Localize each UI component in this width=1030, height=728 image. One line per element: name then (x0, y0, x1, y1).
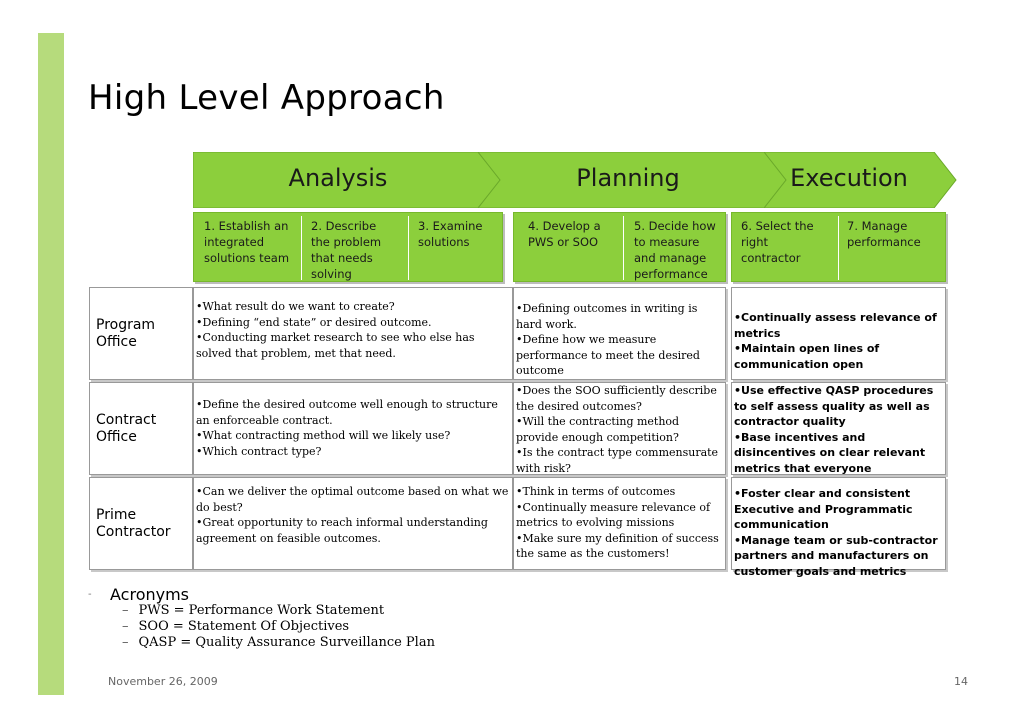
bullet: •Define the desired outcome well enough to structure an enforceable contract. (196, 398, 498, 427)
acronym-text: SOO = Statement Of Objectives (138, 619, 350, 634)
bullet: •Maintain open lines of communication open (734, 342, 880, 371)
cell-program-execution (731, 287, 946, 380)
phase-label: Execution (790, 164, 908, 192)
bullet: •Manage team or sub-contractor partners and manufacturers on customer goals and metrics (734, 533, 938, 578)
step-divider (301, 216, 302, 280)
step-divider (623, 216, 624, 280)
bullet: •Does the SOO sufficiently describe the desired outcomes? (516, 384, 717, 413)
step-divider (838, 216, 839, 280)
bullet: •Great opportunity to reach informal understanding agreement on feasible outcomes. (196, 516, 488, 545)
step-3-line: 3. Examine (418, 219, 483, 233)
step-1-line: solutions team (204, 251, 290, 265)
step-7 (847, 218, 945, 250)
bullet: •Continually measure relevance of metrics to evolving missions (516, 500, 711, 529)
row-label-line: Contractor (96, 523, 171, 540)
cell-contract-execution (731, 382, 946, 475)
acronym-item (122, 603, 384, 618)
step-2-line: 2. Describe (311, 219, 377, 233)
step-4 (528, 218, 623, 250)
step-1-line: 1. Establish an (204, 219, 289, 233)
bullet-dash: - (88, 589, 92, 600)
bullet: •Think in terms of outcomes (516, 485, 676, 498)
cell-prime-execution (731, 477, 946, 578)
step-4-line: 4. Develop a (528, 219, 601, 233)
acronym-item (122, 619, 349, 634)
bullet: •Defining outcomes in writing is hard work. (516, 302, 698, 331)
step-2-line: that needs (311, 251, 373, 265)
row-label-line: Office (96, 333, 137, 350)
phase-analysis (193, 152, 503, 208)
slide-title: High Level Approach (88, 78, 445, 118)
steps-planning (513, 212, 726, 282)
step-7-line: 7. Manage (847, 219, 908, 233)
item-dash: – (122, 603, 129, 618)
acronym-item (122, 635, 435, 650)
row-label-line: Contract (96, 411, 157, 428)
row-label-prime-contractor (89, 477, 193, 570)
cell-prime-planning (513, 477, 726, 570)
step-4-line: PWS or SOO (528, 235, 599, 249)
bullet: •Can we deliver the optimal outcome based on what we do best? (196, 485, 509, 514)
step-2 (311, 218, 406, 282)
bullet: •Conducting market research to see who else has solved that problem, met that need. (196, 331, 475, 360)
bullet: •What result do we want to create? (196, 300, 395, 313)
bullet: •Define how we measure performance to meet the desired outcome (516, 333, 700, 377)
cell-contract-planning (513, 382, 726, 475)
bullet: •Defining “end state” or desired outcome. (196, 315, 432, 329)
row-label-line: Prime (96, 506, 137, 523)
bullet: •Will the contracting method provide enough competition? (516, 415, 680, 444)
steps-analysis (193, 212, 503, 282)
bullet: •Make sure my definition of success the same as the customers! (516, 531, 719, 560)
bullet: •Foster clear and consistent Executive and Programmatic communication (734, 487, 913, 531)
row-label-program-office (89, 287, 193, 380)
bullet: •Use effective QASP procedures to self assess quality as well as contractor quality (734, 384, 934, 428)
step-divider (408, 216, 409, 280)
step-3 (418, 218, 498, 250)
bullet: •Which contract type? (196, 444, 322, 458)
step-1 (204, 218, 299, 266)
step-5-line: performance (634, 267, 708, 281)
cell-program-analysis (193, 287, 513, 380)
step-6-line: 6. Select the (741, 219, 814, 233)
step-6-line: right (741, 235, 769, 249)
cell-prime-analysis (193, 477, 513, 570)
bullet: •What contracting method will we likely use? (196, 429, 451, 442)
step-5 (634, 218, 726, 282)
acronym-text: QASP = Quality Assurance Surveillance Plan (138, 635, 435, 650)
phase-label: Analysis (288, 164, 388, 192)
phase-label: Planning (576, 164, 680, 192)
footer-date: November 26, 2009 (108, 675, 218, 688)
step-3-line: solutions (418, 235, 470, 249)
acronym-text: PWS = Performance Work Statement (138, 603, 385, 618)
page-number: 14 (954, 675, 968, 688)
row-label-contract-office (89, 382, 193, 475)
step-6-line: contractor (741, 251, 801, 265)
step-6 (741, 218, 841, 266)
step-2-line: the problem (311, 235, 382, 249)
item-dash: – (122, 619, 129, 634)
phase-planning (478, 152, 788, 208)
phase-execution (764, 152, 958, 208)
bullet: •Is the contract type commensurate with risk? (516, 446, 719, 475)
bullet: •Continually assess relevance of metrics (734, 311, 937, 340)
acronyms-title: Acronyms (110, 585, 190, 604)
step-2-line: solving (311, 267, 352, 281)
step-5-line: to measure (634, 235, 700, 249)
bullet: •Base incentives and disincentives on clear relevant metrics that everyone (734, 430, 926, 475)
row-label-line: Program (96, 316, 156, 333)
step-5-line: 5. Decide how (634, 219, 716, 233)
row-label-line: Office (96, 428, 137, 445)
step-5-line: and manage (634, 251, 707, 265)
step-7-line: performance (847, 235, 921, 249)
step-1-line: integrated (204, 235, 265, 249)
item-dash: – (122, 635, 129, 650)
cell-program-planning (513, 287, 726, 380)
accent-bar (38, 33, 64, 695)
cell-contract-analysis (193, 382, 513, 475)
